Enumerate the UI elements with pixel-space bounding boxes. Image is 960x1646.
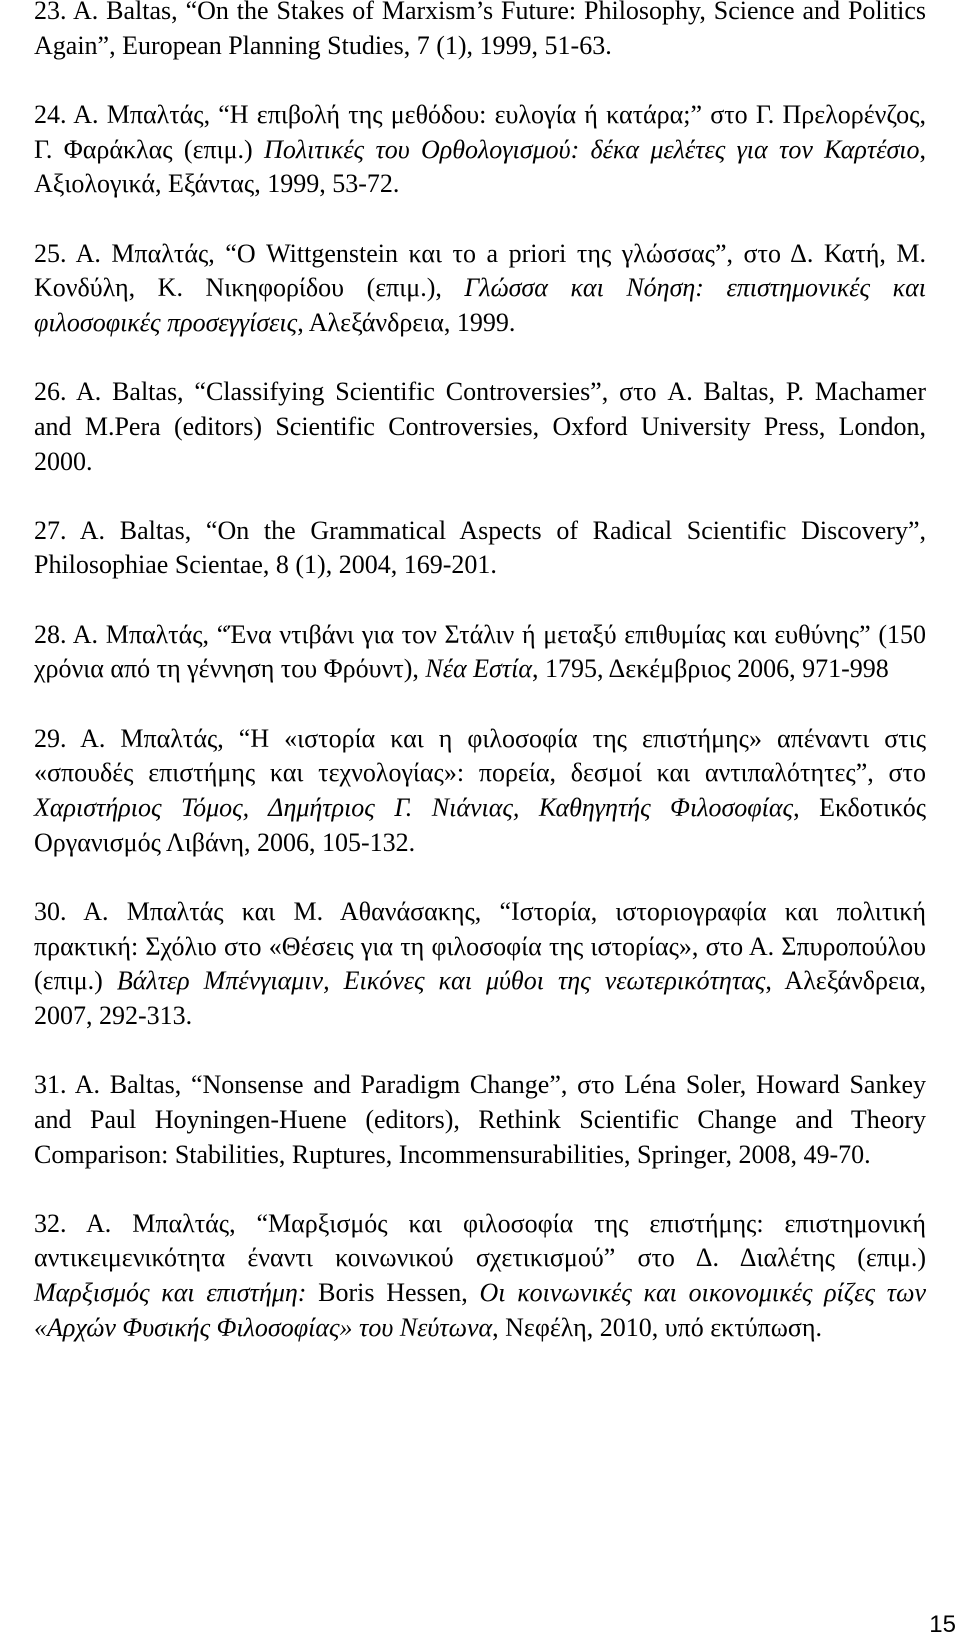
reference-title-italic: Πολιτικές του Ορθολογισμού: δέκα μελέτες για τον Καρτέσιο bbox=[264, 134, 920, 164]
reference-number: 29. bbox=[34, 723, 81, 753]
reference-item bbox=[34, 375, 926, 479]
reference-text: , 1795, Δεκέμβριος 2006, 971-998 bbox=[531, 654, 889, 684]
reference-number: 25. bbox=[34, 238, 76, 268]
reference-text: A. Baltas, “On the Stakes of Marxism’s Future: Philosophy, Science and Politics Again”, European Planning Studies, 7 (1), 1999, 51-63. bbox=[34, 0, 926, 60]
reference-number: 32. bbox=[34, 1208, 87, 1238]
reference-text: , Αλεξάνδρεια, 1999. bbox=[297, 307, 516, 337]
reference-title-italic: Γλώσσα και Νόηση: επιστημονικές και φιλοσοφικές προσεγγίσεις bbox=[34, 273, 926, 337]
reference-number: 30. bbox=[34, 896, 84, 926]
reference-text: Α. Μπαλτάς, “Μαρξισμός και φιλοσοφία της επιστήμης: επιστημονική αντικειμενικότητα έναντι κοινωνικού σχετικισμού” στο Δ. Διαλέτης (επιμ.) bbox=[34, 1208, 926, 1273]
reference-title-italic: Νέα Εστία bbox=[425, 654, 532, 684]
reference-text: Α. Μπαλτάς, “Η επιβολή της μεθόδου: ευλογία ή κατάρα;” στο Γ. Πρελορένζος, Γ. Φαράκλας (επιμ.) bbox=[34, 99, 926, 164]
reference-number: 24. bbox=[34, 99, 74, 129]
reference-number: 27. bbox=[34, 515, 80, 545]
reference-item bbox=[34, 1068, 926, 1172]
reference-text: , Αξιολογικά, Εξάντας, 1999, 53-72. bbox=[34, 134, 926, 199]
reference-text: , Εκδοτικός Οργανισμός Λιβάνη, 2006, 105-132. bbox=[34, 792, 926, 857]
reference-item bbox=[34, 618, 926, 687]
reference-item bbox=[34, 514, 926, 583]
reference-number: 26. bbox=[34, 377, 76, 407]
reference-number: 28. bbox=[34, 619, 73, 649]
reference-list bbox=[34, 0, 926, 1346]
reference-text: , Αλεξάνδρεια, 2007, 292-313. bbox=[34, 966, 926, 1030]
reference-title-italic: Βάλτερ Μπένγιαμιν, Εικόνες και μύθοι της νεωτερικότητας bbox=[116, 966, 766, 996]
reference-text: A. Baltas, “On the Grammatical Aspects of Radical Scientific Discovery”, Philosophiae Scientae, 8 (1), 2004, 169-201. bbox=[34, 515, 926, 580]
reference-item bbox=[34, 895, 926, 1034]
reference-item bbox=[34, 1207, 926, 1346]
page-number: 15 bbox=[929, 1611, 956, 1638]
reference-number: 31. bbox=[34, 1070, 75, 1100]
reference-title-italic: Οι κοινωνικές και οικονομικές ρίζες των «Αρχών Φυσικής Φιλοσοφίας» του Νεύτωνα bbox=[34, 1278, 927, 1342]
reference-text: Α. Μπαλτάς, “Ο Wittgenstein και το a priori της γλώσσας”, στο Δ. Κατή, Μ. Κονδύλη, Κ. Νικηφορίδου (επιμ.), bbox=[34, 238, 926, 303]
reference-item bbox=[34, 237, 926, 341]
reference-text: A. Baltas, “Nonsense and Paradigm Change”, στο Léna Soler, Howard Sankey and Paul Hoyningen-Huene (editors), Rethink Scientific Change and Theory Comparison: Stabilities, Ruptures, Incommensurabilities, Springer, 2008, 49-70. bbox=[34, 1070, 926, 1169]
reference-text: Α. Μπαλτάς, “Η «ιστορία και η φιλοσοφία της επιστήμης» απέναντι στις «σπουδές επιστήμης και τεχνολογίας»: πορεία, δεσμοί και αντιπαλότητες”, στο bbox=[34, 723, 926, 788]
reference-text: A. Baltas, “Classifying Scientific Controversies”, στο A. Baltas, P. Machamer and M.Pera (editors) Scientific Controversies, Oxford University Press, London, 2000. bbox=[34, 377, 926, 476]
reference-text: Boris Hessen, bbox=[318, 1278, 480, 1308]
reference-title-italic: Μαρξισμός και επιστήμη: bbox=[34, 1278, 319, 1308]
reference-item bbox=[34, 98, 926, 202]
reference-text: , Νεφέλη, 2010, υπό εκτύπωση. bbox=[492, 1312, 822, 1342]
reference-text: Α. Μπαλτάς, “Ένα ντιβάνι για τον Στάλιν ή μεταξύ επιθυμίας και ευθύνης” (150 χρόνια από τη γέννηση του Φρόυντ), bbox=[34, 619, 926, 684]
reference-number: 23. bbox=[34, 0, 73, 25]
reference-title-italic: Χαριστήριος Τόμος, Δημήτριος Γ. Νιάνιας, Καθηγητής Φιλοσοφίας bbox=[34, 792, 794, 822]
reference-item bbox=[34, 722, 926, 861]
reference-item bbox=[34, 0, 926, 63]
reference-text: Α. Μπαλτάς και Μ. Αθανάσακης, “Ιστορία, ιστοριογραφία και πολιτική πρακτική: Σχόλιο στο «Θέσεις για τη φιλοσοφία της ιστορίας», στο Α. Σπυροπούλου (επιμ.) bbox=[34, 896, 926, 996]
